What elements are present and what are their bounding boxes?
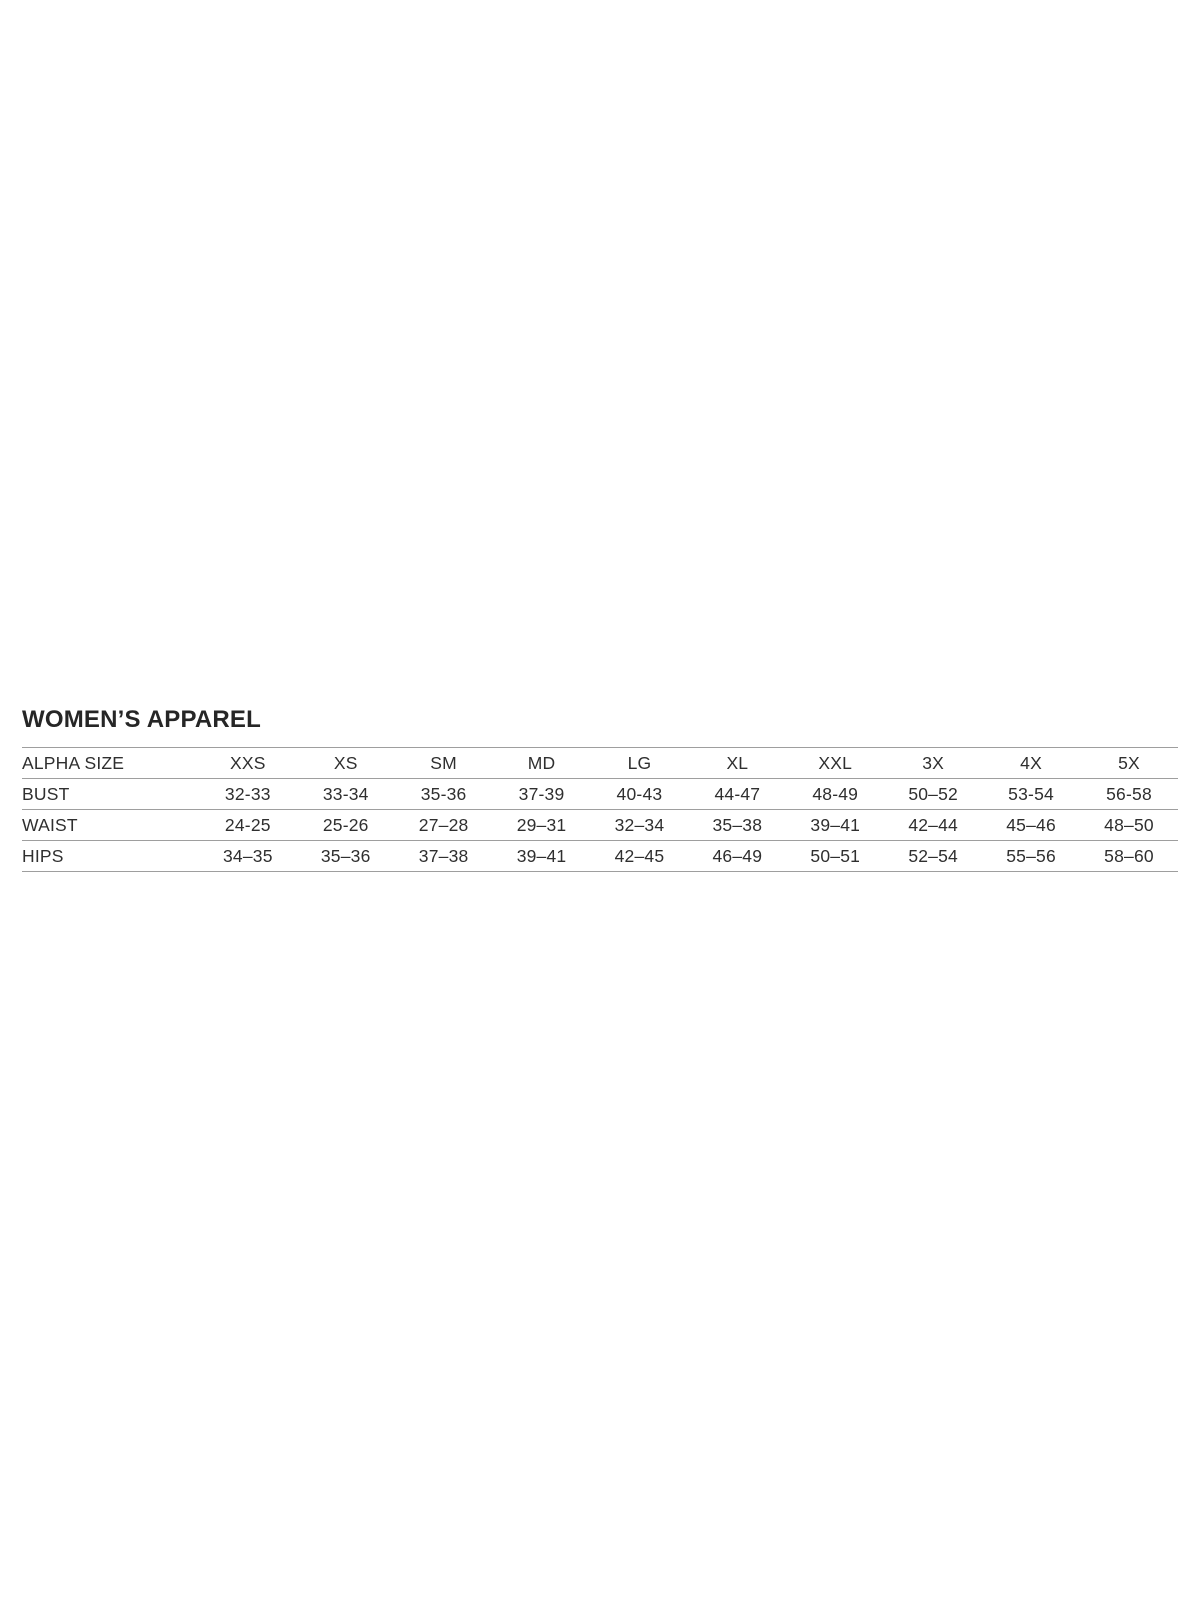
row-label-hips: HIPS	[22, 841, 199, 872]
table-row-hips	[22, 841, 1178, 872]
waist-xs: 25-26	[297, 810, 395, 841]
waist-xxl: 39–41	[786, 810, 884, 841]
size-table	[22, 747, 1178, 872]
hips-lg: 42–45	[590, 841, 688, 872]
column-header-5x: 5X	[1080, 748, 1178, 779]
table-row-bust	[22, 779, 1178, 810]
bust-md: 37-39	[493, 779, 591, 810]
section-title: WOMEN’S APPAREL	[22, 706, 262, 733]
waist-xxs: 24-25	[199, 810, 297, 841]
bust-lg: 40-43	[590, 779, 688, 810]
hips-5x: 58–60	[1080, 841, 1178, 872]
bust-4x: 53-54	[982, 779, 1080, 810]
womens-apparel-section	[22, 705, 1178, 872]
column-header-3x: 3X	[884, 748, 982, 779]
waist-md: 29–31	[493, 810, 591, 841]
waist-sm: 27–28	[395, 810, 493, 841]
waist-4x: 45–46	[982, 810, 1080, 841]
bust-5x: 56-58	[1080, 779, 1178, 810]
row-label-waist: WAIST	[22, 810, 199, 841]
column-header-md: MD	[493, 748, 591, 779]
column-header-xxl: XXL	[786, 748, 884, 779]
bust-xs: 33-34	[297, 779, 395, 810]
column-header-4x: 4X	[982, 748, 1080, 779]
column-header-xs: XS	[297, 748, 395, 779]
row-label-bust: BUST	[22, 779, 199, 810]
waist-3x: 42–44	[884, 810, 982, 841]
bust-3x: 50–52	[884, 779, 982, 810]
column-header-alpha-size: ALPHA SIZE	[22, 748, 199, 779]
hips-3x: 52–54	[884, 841, 982, 872]
hips-xs: 35–36	[297, 841, 395, 872]
bust-sm: 35-36	[395, 779, 493, 810]
bust-xl: 44-47	[688, 779, 786, 810]
column-header-xxs: XXS	[199, 748, 297, 779]
column-header-xl: XL	[688, 748, 786, 779]
column-header-lg: LG	[590, 748, 688, 779]
bust-xxs: 32-33	[199, 779, 297, 810]
waist-xl: 35–38	[688, 810, 786, 841]
hips-xxl: 50–51	[786, 841, 884, 872]
waist-lg: 32–34	[590, 810, 688, 841]
hips-xl: 46–49	[688, 841, 786, 872]
hips-4x: 55–56	[982, 841, 1080, 872]
hips-xxs: 34–35	[199, 841, 297, 872]
bust-xxl: 48-49	[786, 779, 884, 810]
hips-sm: 37–38	[395, 841, 493, 872]
hips-md: 39–41	[493, 841, 591, 872]
table-row-waist	[22, 810, 1178, 841]
column-header-sm: SM	[395, 748, 493, 779]
waist-5x: 48–50	[1080, 810, 1178, 841]
table-header-row	[22, 748, 1178, 779]
